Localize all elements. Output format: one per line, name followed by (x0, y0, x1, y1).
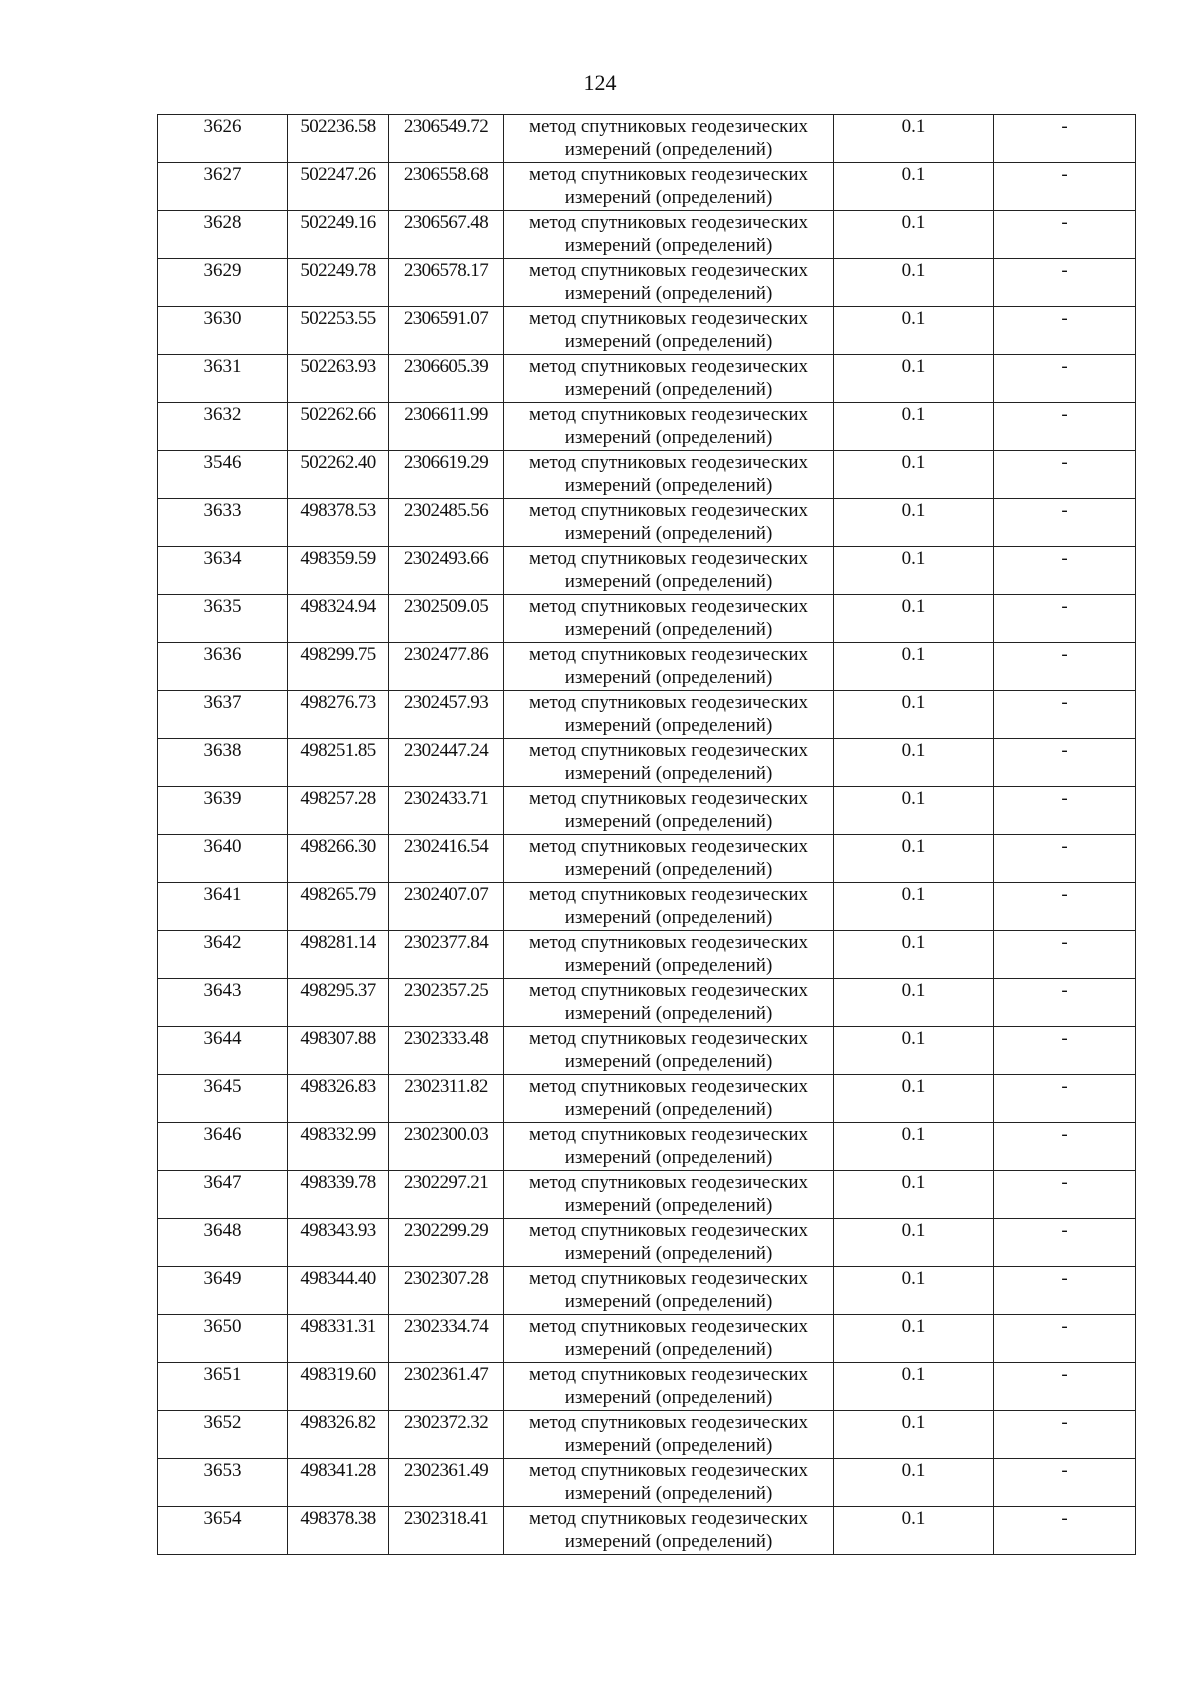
x-coordinate-cell: 502253.55 (288, 307, 389, 355)
accuracy-cell: 0.1 (834, 163, 994, 211)
method-cell (504, 1267, 834, 1315)
y-coordinate-cell: 2302299.29 (389, 1219, 504, 1267)
table-row (158, 1363, 1136, 1411)
note-cell: - (994, 1075, 1136, 1123)
method-text-line-1: метод спутниковых геодезических (528, 788, 809, 809)
point-number-cell: 3642 (158, 931, 288, 979)
method-text-line-2: измерений (определений) (564, 859, 773, 880)
method-text-line-1: метод спутниковых геодезических (528, 836, 809, 857)
y-coordinate-cell: 2302485.56 (389, 499, 504, 547)
x-coordinate-cell: 498266.30 (288, 835, 389, 883)
method-text-line-1: метод спутниковых геодезических (528, 1076, 809, 1097)
x-coordinate-cell: 502263.93 (288, 355, 389, 403)
method-text-line-1: метод спутниковых геодезических (528, 452, 809, 473)
point-number-cell: 3643 (158, 979, 288, 1027)
x-coordinate-cell: 502262.40 (288, 451, 389, 499)
method-text-line-1: метод спутниковых геодезических (528, 1364, 809, 1385)
y-coordinate-cell: 2302416.54 (389, 835, 504, 883)
table-row (158, 835, 1136, 883)
method-cell (504, 211, 834, 259)
x-coordinate-cell: 498326.82 (288, 1411, 389, 1459)
method-text-line-2: измерений (определений) (564, 1435, 773, 1456)
accuracy-cell: 0.1 (834, 691, 994, 739)
y-coordinate-cell: 2306605.39 (389, 355, 504, 403)
table-row (158, 1171, 1136, 1219)
table-row (158, 979, 1136, 1027)
note-cell: - (994, 211, 1136, 259)
x-coordinate-cell: 498359.59 (288, 547, 389, 595)
note-cell: - (994, 1027, 1136, 1075)
y-coordinate-cell: 2302377.84 (389, 931, 504, 979)
method-cell (504, 1507, 834, 1555)
note-cell: - (994, 499, 1136, 547)
method-text-line-1: метод спутниковых геодезических (528, 1172, 809, 1193)
point-number-cell: 3644 (158, 1027, 288, 1075)
method-text-line-1: метод спутниковых геодезических (528, 548, 809, 569)
table-row (158, 115, 1136, 163)
y-coordinate-cell: 2306578.17 (389, 259, 504, 307)
method-text-line-1: метод спутниковых геодезических (528, 164, 809, 185)
y-coordinate-cell: 2306611.99 (389, 403, 504, 451)
method-text-line-1: метод спутниковых геодезических (528, 884, 809, 905)
method-text-line-2: измерений (определений) (564, 1051, 773, 1072)
table-row (158, 355, 1136, 403)
method-cell (504, 1075, 834, 1123)
method-text-line-2: измерений (определений) (564, 1483, 773, 1504)
method-text-line-2: измерений (определений) (564, 1147, 773, 1168)
y-coordinate-cell: 2302447.24 (389, 739, 504, 787)
note-cell: - (994, 451, 1136, 499)
method-cell (504, 451, 834, 499)
x-coordinate-cell: 498332.99 (288, 1123, 389, 1171)
method-text-line-1: метод спутниковых геодезических (528, 356, 809, 377)
y-coordinate-cell: 2302372.32 (389, 1411, 504, 1459)
method-text-line-1: метод спутниковых геодезических (528, 308, 809, 329)
method-text-line-2: измерений (определений) (564, 763, 773, 784)
accuracy-cell: 0.1 (834, 931, 994, 979)
table-row (158, 451, 1136, 499)
y-coordinate-cell: 2302361.49 (389, 1459, 504, 1507)
x-coordinate-cell: 498307.88 (288, 1027, 389, 1075)
method-text-line-1: метод спутниковых геодезических (528, 1220, 809, 1241)
point-number-cell: 3546 (158, 451, 288, 499)
point-number-cell: 3639 (158, 787, 288, 835)
accuracy-cell: 0.1 (834, 835, 994, 883)
x-coordinate-cell: 498344.40 (288, 1267, 389, 1315)
method-text-line-2: измерений (определений) (564, 235, 773, 256)
method-text-line-1: метод спутниковых геодезических (528, 1460, 809, 1481)
method-cell (504, 547, 834, 595)
table-row (158, 1315, 1136, 1363)
x-coordinate-cell: 498257.28 (288, 787, 389, 835)
x-coordinate-cell: 502249.16 (288, 211, 389, 259)
accuracy-cell: 0.1 (834, 595, 994, 643)
point-number-cell: 3654 (158, 1507, 288, 1555)
note-cell: - (994, 931, 1136, 979)
note-cell: - (994, 739, 1136, 787)
accuracy-cell: 0.1 (834, 451, 994, 499)
point-number-cell: 3648 (158, 1219, 288, 1267)
point-number-cell: 3633 (158, 499, 288, 547)
method-text-line-2: измерений (определений) (564, 907, 773, 928)
y-coordinate-cell: 2302477.86 (389, 643, 504, 691)
method-cell (504, 931, 834, 979)
y-coordinate-cell: 2302311.82 (389, 1075, 504, 1123)
accuracy-cell: 0.1 (834, 787, 994, 835)
table-row (158, 787, 1136, 835)
method-cell (504, 691, 834, 739)
method-cell (504, 1363, 834, 1411)
table-row (158, 1411, 1136, 1459)
method-text-line-1: метод спутниковых геодезических (528, 260, 809, 281)
y-coordinate-cell: 2306549.72 (389, 115, 504, 163)
x-coordinate-cell: 502249.78 (288, 259, 389, 307)
method-text-line-1: метод спутниковых геодезических (528, 116, 809, 137)
x-coordinate-cell: 498324.94 (288, 595, 389, 643)
point-number-cell: 3651 (158, 1363, 288, 1411)
note-cell: - (994, 1315, 1136, 1363)
method-text-line-2: измерений (определений) (564, 331, 773, 352)
table-row (158, 211, 1136, 259)
method-text-line-2: измерений (определений) (564, 1099, 773, 1120)
method-text-line-2: измерений (определений) (564, 1531, 773, 1552)
point-number-cell: 3641 (158, 883, 288, 931)
y-coordinate-cell: 2306591.07 (389, 307, 504, 355)
accuracy-cell: 0.1 (834, 1123, 994, 1171)
note-cell: - (994, 691, 1136, 739)
note-cell: - (994, 1123, 1136, 1171)
point-number-cell: 3632 (158, 403, 288, 451)
y-coordinate-cell: 2302361.47 (389, 1363, 504, 1411)
accuracy-cell: 0.1 (834, 355, 994, 403)
method-text-line-1: метод спутниковых геодезических (528, 1268, 809, 1289)
point-number-cell: 3634 (158, 547, 288, 595)
point-number-cell: 3653 (158, 1459, 288, 1507)
method-cell (504, 1411, 834, 1459)
x-coordinate-cell: 498295.37 (288, 979, 389, 1027)
note-cell: - (994, 1411, 1136, 1459)
note-cell: - (994, 1459, 1136, 1507)
method-text-line-2: измерений (определений) (564, 427, 773, 448)
point-number-cell: 3638 (158, 739, 288, 787)
note-cell: - (994, 355, 1136, 403)
note-cell: - (994, 787, 1136, 835)
note-cell: - (994, 595, 1136, 643)
note-cell: - (994, 835, 1136, 883)
method-text-line-2: измерений (определений) (564, 1243, 773, 1264)
table-row (158, 739, 1136, 787)
y-coordinate-cell: 2306558.68 (389, 163, 504, 211)
table-row (158, 1123, 1136, 1171)
table-row (158, 883, 1136, 931)
table-row (158, 307, 1136, 355)
accuracy-cell: 0.1 (834, 259, 994, 307)
method-cell (504, 355, 834, 403)
method-cell (504, 163, 834, 211)
x-coordinate-cell: 498265.79 (288, 883, 389, 931)
y-coordinate-cell: 2302297.21 (389, 1171, 504, 1219)
point-number-cell: 3628 (158, 211, 288, 259)
y-coordinate-cell: 2302509.05 (389, 595, 504, 643)
point-number-cell: 3630 (158, 307, 288, 355)
method-text-line-1: метод спутниковых геодезических (528, 740, 809, 761)
point-number-cell: 3646 (158, 1123, 288, 1171)
accuracy-cell: 0.1 (834, 1075, 994, 1123)
note-cell: - (994, 979, 1136, 1027)
point-number-cell: 3650 (158, 1315, 288, 1363)
point-number-cell: 3647 (158, 1171, 288, 1219)
point-number-cell: 3649 (158, 1267, 288, 1315)
method-text-line-1: метод спутниковых геодезических (528, 1412, 809, 1433)
point-number-cell: 3626 (158, 115, 288, 163)
method-text-line-2: измерений (определений) (564, 1003, 773, 1024)
method-cell (504, 307, 834, 355)
y-coordinate-cell: 2302357.25 (389, 979, 504, 1027)
point-number-cell: 3629 (158, 259, 288, 307)
y-coordinate-cell: 2306619.29 (389, 451, 504, 499)
method-cell (504, 403, 834, 451)
method-text-line-2: измерений (определений) (564, 523, 773, 544)
table-row (158, 643, 1136, 691)
method-cell (504, 1027, 834, 1075)
method-text-line-2: измерений (определений) (564, 187, 773, 208)
note-cell: - (994, 883, 1136, 931)
accuracy-cell: 0.1 (834, 547, 994, 595)
accuracy-cell: 0.1 (834, 499, 994, 547)
method-text-line-1: метод спутниковых геодезических (528, 980, 809, 1001)
table-row (158, 163, 1136, 211)
y-coordinate-cell: 2302333.48 (389, 1027, 504, 1075)
accuracy-cell: 0.1 (834, 1315, 994, 1363)
point-number-cell: 3635 (158, 595, 288, 643)
x-coordinate-cell: 498339.78 (288, 1171, 389, 1219)
method-text-line-2: измерений (определений) (564, 139, 773, 160)
table-row (158, 1027, 1136, 1075)
y-coordinate-cell: 2302433.71 (389, 787, 504, 835)
method-text-line-1: метод спутниковых геодезических (528, 596, 809, 617)
method-text-line-1: метод спутниковых геодезических (528, 404, 809, 425)
table-row (158, 403, 1136, 451)
method-text-line-1: метод спутниковых геодезических (528, 692, 809, 713)
point-number-cell: 3640 (158, 835, 288, 883)
point-number-cell: 3631 (158, 355, 288, 403)
accuracy-cell: 0.1 (834, 1267, 994, 1315)
method-text-line-2: измерений (определений) (564, 1195, 773, 1216)
method-cell (504, 1123, 834, 1171)
method-text-line-1: метод спутниковых геодезических (528, 1028, 809, 1049)
accuracy-cell: 0.1 (834, 883, 994, 931)
accuracy-cell: 0.1 (834, 1363, 994, 1411)
page-number: 124 (583, 70, 617, 95)
method-cell (504, 1171, 834, 1219)
method-text-line-1: метод спутниковых геодезических (528, 1316, 809, 1337)
point-number-cell: 3637 (158, 691, 288, 739)
method-text-line-1: метод спутниковых геодезических (528, 500, 809, 521)
note-cell: - (994, 1267, 1136, 1315)
accuracy-cell: 0.1 (834, 979, 994, 1027)
method-text-line-1: метод спутниковых геодезических (528, 932, 809, 953)
method-cell (504, 115, 834, 163)
accuracy-cell: 0.1 (834, 739, 994, 787)
y-coordinate-cell: 2306567.48 (389, 211, 504, 259)
y-coordinate-cell: 2302318.41 (389, 1507, 504, 1555)
accuracy-cell: 0.1 (834, 115, 994, 163)
y-coordinate-cell: 2302407.07 (389, 883, 504, 931)
note-cell: - (994, 1507, 1136, 1555)
note-cell: - (994, 643, 1136, 691)
y-coordinate-cell: 2302307.28 (389, 1267, 504, 1315)
accuracy-cell: 0.1 (834, 403, 994, 451)
x-coordinate-cell: 498331.31 (288, 1315, 389, 1363)
x-coordinate-cell: 498276.73 (288, 691, 389, 739)
table-row (158, 1075, 1136, 1123)
x-coordinate-cell: 502247.26 (288, 163, 389, 211)
note-cell: - (994, 1363, 1136, 1411)
method-cell (504, 1219, 834, 1267)
point-number-cell: 3645 (158, 1075, 288, 1123)
method-text-line-1: метод спутниковых геодезических (528, 1508, 809, 1529)
table-row (158, 1507, 1136, 1555)
y-coordinate-cell: 2302493.66 (389, 547, 504, 595)
table-row (158, 1459, 1136, 1507)
method-cell (504, 1315, 834, 1363)
x-coordinate-cell: 498378.38 (288, 1507, 389, 1555)
accuracy-cell: 0.1 (834, 1027, 994, 1075)
point-number-cell: 3636 (158, 643, 288, 691)
method-text-line-2: измерений (определений) (564, 811, 773, 832)
accuracy-cell: 0.1 (834, 307, 994, 355)
method-text-line-1: метод спутниковых геодезических (528, 212, 809, 233)
table-row (158, 547, 1136, 595)
x-coordinate-cell: 498299.75 (288, 643, 389, 691)
x-coordinate-cell: 502236.58 (288, 115, 389, 163)
table-row (158, 931, 1136, 979)
method-cell (504, 787, 834, 835)
table-row (158, 1267, 1136, 1315)
table-row (158, 1219, 1136, 1267)
x-coordinate-cell: 498378.53 (288, 499, 389, 547)
method-text-line-1: метод спутниковых геодезических (528, 644, 809, 665)
accuracy-cell: 0.1 (834, 643, 994, 691)
accuracy-cell: 0.1 (834, 1411, 994, 1459)
method-cell (504, 643, 834, 691)
x-coordinate-cell: 498343.93 (288, 1219, 389, 1267)
note-cell: - (994, 259, 1136, 307)
method-cell (504, 979, 834, 1027)
note-cell: - (994, 163, 1136, 211)
table-row (158, 691, 1136, 739)
note-cell: - (994, 115, 1136, 163)
note-cell: - (994, 1171, 1136, 1219)
note-cell: - (994, 307, 1136, 355)
accuracy-cell: 0.1 (834, 1219, 994, 1267)
method-text-line-2: измерений (определений) (564, 571, 773, 592)
method-cell (504, 499, 834, 547)
x-coordinate-cell: 498326.83 (288, 1075, 389, 1123)
method-text-line-2: измерений (определений) (564, 475, 773, 496)
coordinates-table (157, 114, 1136, 1555)
y-coordinate-cell: 2302457.93 (389, 691, 504, 739)
x-coordinate-cell: 498319.60 (288, 1363, 389, 1411)
method-text-line-2: измерений (определений) (564, 667, 773, 688)
y-coordinate-cell: 2302300.03 (389, 1123, 504, 1171)
method-text-line-2: измерений (определений) (564, 715, 773, 736)
method-text-line-2: измерений (определений) (564, 619, 773, 640)
table-row (158, 259, 1136, 307)
coordinates-table-body (158, 115, 1136, 1555)
accuracy-cell: 0.1 (834, 1507, 994, 1555)
note-cell: - (994, 547, 1136, 595)
accuracy-cell: 0.1 (834, 211, 994, 259)
method-text-line-2: измерений (определений) (564, 283, 773, 304)
x-coordinate-cell: 502262.66 (288, 403, 389, 451)
note-cell: - (994, 403, 1136, 451)
method-text-line-1: метод спутниковых геодезических (528, 1124, 809, 1145)
point-number-cell: 3627 (158, 163, 288, 211)
accuracy-cell: 0.1 (834, 1459, 994, 1507)
accuracy-cell: 0.1 (834, 1171, 994, 1219)
method-cell (504, 259, 834, 307)
note-cell: - (994, 1219, 1136, 1267)
table-row (158, 595, 1136, 643)
method-cell (504, 1459, 834, 1507)
x-coordinate-cell: 498251.85 (288, 739, 389, 787)
point-number-cell: 3652 (158, 1411, 288, 1459)
method-cell (504, 835, 834, 883)
method-cell (504, 883, 834, 931)
method-text-line-2: измерений (определений) (564, 1387, 773, 1408)
method-text-line-2: измерений (определений) (564, 955, 773, 976)
method-text-line-2: измерений (определений) (564, 1291, 773, 1312)
method-cell (504, 595, 834, 643)
y-coordinate-cell: 2302334.74 (389, 1315, 504, 1363)
table-row (158, 499, 1136, 547)
method-text-line-2: измерений (определений) (564, 379, 773, 400)
x-coordinate-cell: 498281.14 (288, 931, 389, 979)
x-coordinate-cell: 498341.28 (288, 1459, 389, 1507)
method-text-line-2: измерений (определений) (564, 1339, 773, 1360)
method-cell (504, 739, 834, 787)
